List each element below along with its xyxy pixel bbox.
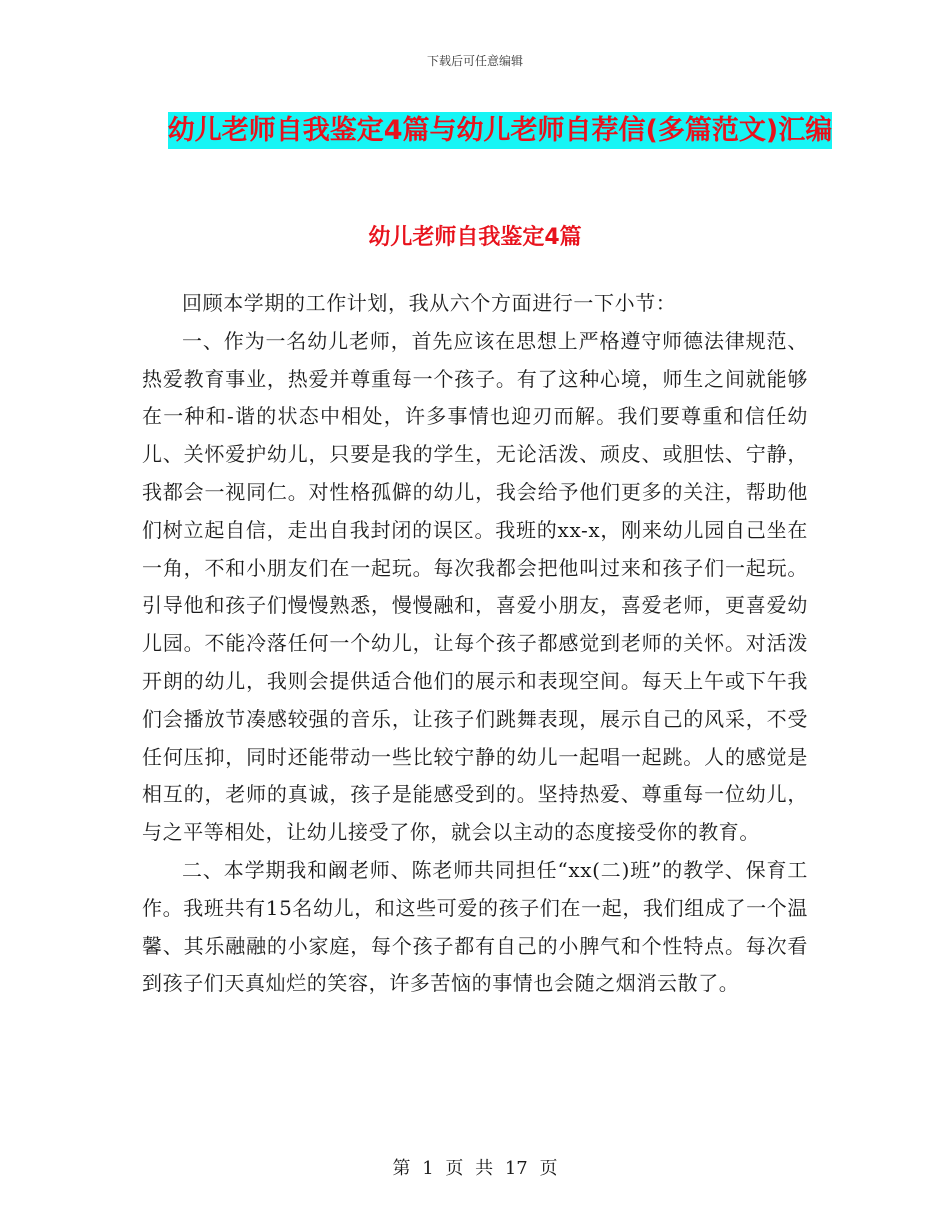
paragraph-intro: 回顾本学期的工作计划，我从六个方面进行一下小节： bbox=[182, 291, 677, 315]
paragraph-two: 二、本学期我和阚老师、陈老师共同担任“xx(二)班”的教学、保育工作。我班共有15名幼儿，和这些可爱的孩子们在一起，我们组成了一个温馨、其乐融融的小家庭，每个孩子都有自己的小脾气和个性特点。每次看到孩子们天真灿烂的笑容，许多苦恼的事情也会随之烟消云散了。 bbox=[142, 857, 808, 996]
body-text bbox=[142, 285, 808, 1003]
section-title: 幼儿老师自我鉴定4篇 bbox=[368, 225, 582, 250]
paragraph-one: 一、作为一名幼儿老师，首先应该在思想上严格遵守师德法律规范、热爱教育事业，热爱并尊重每一个孩子。有了这种心境，师生之间就能够在一种和-谐的状态中相处，许多事情也迎刃而解。我们要尊重和信任幼儿、关怀爱护幼儿，只要是我的学生，无论活泼、顽皮、或胆怯、宁静，我都会一视同仁。对性格孤僻的幼儿，我会给予他们更多的关注，帮助他们树立起自信，走出自我封闭的误区。我班的xx-x，刚来幼儿园自己坐在一角，不和小朋友们在一起玩。每次我都会把他叫过来和孩子们一起玩。引导他和孩子们慢慢熟悉，慢慢融和，喜爱小朋友，喜爱老师，更喜爱幼儿园。不能冷落任何一个幼儿，让每个孩子都感觉到老师的关怀。对活泼开朗的幼儿，我则会提供适合他们的展示和表现空间。每天上午或下午我们会播放节凑感较强的音乐，让孩子们跳舞表现，展示自己的风采，不受任何压抑，同时还能带动一些比较宁静的幼儿一起唱一起跳。人的感觉是相互的，老师的真诚，孩子是能感受到的。坚持热爱、尊重每一位幼儿，与之平等相处，让幼儿接受了你，就会以主动的态度接受你的教育。 bbox=[142, 328, 808, 845]
document-title-text: 幼儿老师自我鉴定4篇与幼儿老师自荐信(多篇范文)汇编 bbox=[168, 112, 832, 149]
page-footer: 第 1 页 共 17 页 bbox=[392, 1158, 558, 1179]
document-title bbox=[160, 107, 840, 154]
header-note: 下载后可任意编辑 bbox=[426, 54, 523, 68]
